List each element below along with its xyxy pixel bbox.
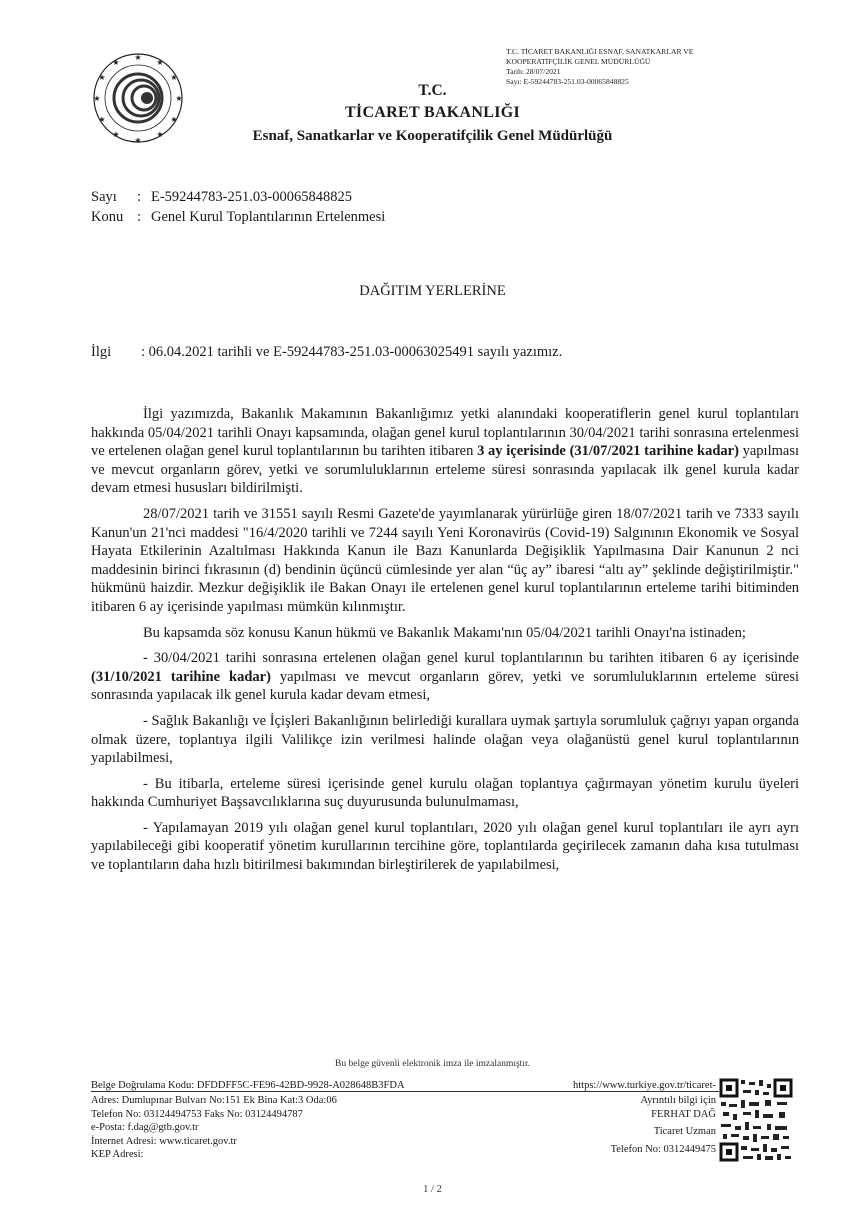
svg-text:★: ★ xyxy=(98,115,106,124)
verification-url[interactable]: https://www.turkiye.gov.tr/ticaret- xyxy=(573,1080,716,1091)
contact-phone: Telefon No: 0312449475 xyxy=(610,1143,716,1155)
paragraph-1 xyxy=(91,405,799,498)
phone-fax: Telefon No: 03124494753 Faks No: 03124494787 xyxy=(91,1108,303,1120)
kep-address: KEP Adresi: xyxy=(91,1149,144,1161)
website: İnternet Adresi: www.ticaret.gov.tr xyxy=(91,1135,237,1147)
paragraph-6: - Bu itibarla, erteleme süresi içerisinde genel kurulu olağan toplantıya çağırmayan yönetim kurulu üyeleri hakkında Cumhuriyet Başsavcılıklarına suç duyurusunda bulunulmaması, xyxy=(91,775,799,811)
paragraph-5: - Sağlık Bakanlığı ve İçişleri Bakanlığının belirlediği kurallara uymak şartıyla sorumluluk çağrıyı yapan organda olmak üzere, toplantıya ilgili Valilikçe izin verilmesi halinde olağan veya olağanüstü genel kurul toplantılarının yapılabilmesi, xyxy=(91,712,799,767)
svg-text:★: ★ xyxy=(156,130,164,139)
email: e-Posta: f.dag@gtb.gov.tr xyxy=(91,1122,199,1134)
address: Adres: Dumlupınar Bulvarı No:151 Ek Bina Kat:3 Oda:06 xyxy=(91,1095,337,1107)
ilgi-line xyxy=(91,344,562,361)
contact-title: Ticaret Uzman xyxy=(653,1126,716,1138)
paragraph-3: Bu kapsamda söz konusu Kanun hükmü ve Bakanlık Makamı'nın 05/04/2021 tarihli Onayı'na istinaden; xyxy=(143,624,746,641)
paragraph-text: yapılması ve mevcut organların görev, yetki ve sorumluluklarının erteleme süresi sonrasında yapılacak ilk genel kurula kadar devam etmesi, xyxy=(91,668,799,704)
sayi-value: E-59244783-251.03-00065848825 xyxy=(151,189,352,205)
stamp-line: T.C. TİCARET BAKANLIĞI ESNAF, SANATKARLAR VE xyxy=(506,47,694,56)
sayi-label: Sayı xyxy=(91,189,117,205)
paragraph-7: - Yapılamayan 2019 yılı olağan genel kurul toplantıları, 2020 yılı olağan genel kurul toplantıları ile ayrı ayrı yapılabileceği gibi kooperatif yönetim kurullarının tercihine göre, toplantılarda geçirilecek zamanın daha kısa tutulması ve toplantıların daha hızlı bitirilmesi bakımından birleştirilerek de yapılabilmesi, xyxy=(91,819,799,874)
verification-code: Belge Doğrulama Kodu: DFDDFF5C-FE96-42BD-9928-A028648B3FDA xyxy=(91,1080,405,1091)
contact-name: FERHAT DAĞ xyxy=(651,1108,716,1120)
letter-body xyxy=(91,405,799,882)
meta-konu xyxy=(91,209,385,226)
svg-text:★: ★ xyxy=(170,73,178,82)
stamp-number: Sayı: E-59244783-251.03-00065848825 xyxy=(506,77,629,86)
footer-contact xyxy=(91,1079,405,1161)
meta-sayi xyxy=(91,189,352,206)
paragraph-text: İlgi yazımızda, Bakanlık Makamının Bakanlığımız yetki alanındaki kooperatiflerin genel kurul toplantıları hakkında 05/04/2021 tarihli Onayı kapsamında, olağan genel kurul toplantılarının 30/04/2021 tarihi sonrasına ertelenmesi ve ertelenen olağan genel kurul toplantılarının bu tarihten itibaren xyxy=(91,406,799,460)
svg-text:★: ★ xyxy=(93,94,101,103)
paragraph-2: 28/07/2021 tarih ve 31551 sayılı Resmi Gazete'de yayımlanarak yürürlüğe giren 18/07/2021 tarih ve 7333 sayılı Kanun'un 21'nci maddesi "16/4/2020 tarihli ve 7244 sayılı Yeni Koronavirüs (Covid-19) Salgınının Ekonomik ve Sosyal Hayata Etkilerinin Azaltılması Hakkında Kanun ile Bazı Kanunlarda Değişiklik Yapılmasına Dair Kanunun 2 nci maddesinin birinci fıkrasının (d) bendinin üçüncü cümlesinde yer alan “üç ay” ibaresi “altı ay” şeklinde değiştirilmiştir." hükmünü haizdir. Mezkur değişiklik ile Bakan Onayı ile ertelenen genel kurul toplantılarının erteleme tarihi bitiminden itibaren 6 ay içerisinde yapılması mümkün kılınmıştır. xyxy=(91,505,799,615)
svg-text:★: ★ xyxy=(134,53,142,62)
svg-text:★: ★ xyxy=(134,136,142,145)
qr-code-icon xyxy=(719,1076,793,1164)
footer-contact-person xyxy=(540,1079,716,1156)
bold-deadline: 3 ay içerisinde (31/07/2021 tarihine kadar) xyxy=(477,443,739,460)
ilgi-label: İlgi xyxy=(91,344,112,360)
svg-text:★: ★ xyxy=(98,73,106,82)
svg-text:★: ★ xyxy=(170,115,178,124)
stamp-date: Tarih: 28/07/2021 xyxy=(506,67,561,76)
header-department: Esnaf, Sanatkarlar ve Kooperatifçilik Genel Müdürlüğü xyxy=(252,128,613,144)
stamp-line: KOOPERATİFÇİLİK GENEL MÜDÜRLÜĞÜ xyxy=(506,57,651,66)
header-ministry: TİCARET BAKANLIĞI xyxy=(344,104,521,121)
header-tc: T.C. xyxy=(418,82,447,99)
konu-label: Konu xyxy=(91,209,124,225)
paragraph-text: yapılması ve mevcut organların görev, yetki ve sorumluluklarının erteleme süresi sonrasında yapılacak ilk genel kurula kadar devam etmesi hususları bildirilmişti. xyxy=(91,443,799,497)
sayi-colon: : xyxy=(137,189,142,205)
konu-value: Genel Kurul Toplantılarının Ertelenmesi xyxy=(151,209,386,225)
svg-text:★: ★ xyxy=(175,94,183,103)
svg-text:★: ★ xyxy=(156,58,164,67)
ilgi-value: : 06.04.2021 tarihli ve E-59244783-251.03-00063025491 sayılı yazımız. xyxy=(141,344,563,360)
bold-deadline: (31/10/2021 tarihine kadar) xyxy=(91,668,271,685)
e-signature-stamp xyxy=(506,47,693,87)
paragraph-4 xyxy=(91,649,799,705)
svg-text:★: ★ xyxy=(112,130,120,139)
e-signature-note: Bu belge güvenli elektronik imza ile imzalanmıştır. xyxy=(335,1059,530,1069)
konu-colon: : xyxy=(137,209,142,225)
page-number: 1 / 2 xyxy=(423,1184,442,1195)
info-label: Ayrıntılı bilgi için xyxy=(640,1095,716,1107)
svg-text:★: ★ xyxy=(112,58,120,67)
paragraph-text: - 30/04/2021 tarihi sonrasına ertelenen olağan genel kurul toplantılarının bu tarihten itibaren 6 ay içerisinde xyxy=(143,650,799,667)
distribution-heading: DAĞITIM YERLERİNE xyxy=(359,283,506,299)
